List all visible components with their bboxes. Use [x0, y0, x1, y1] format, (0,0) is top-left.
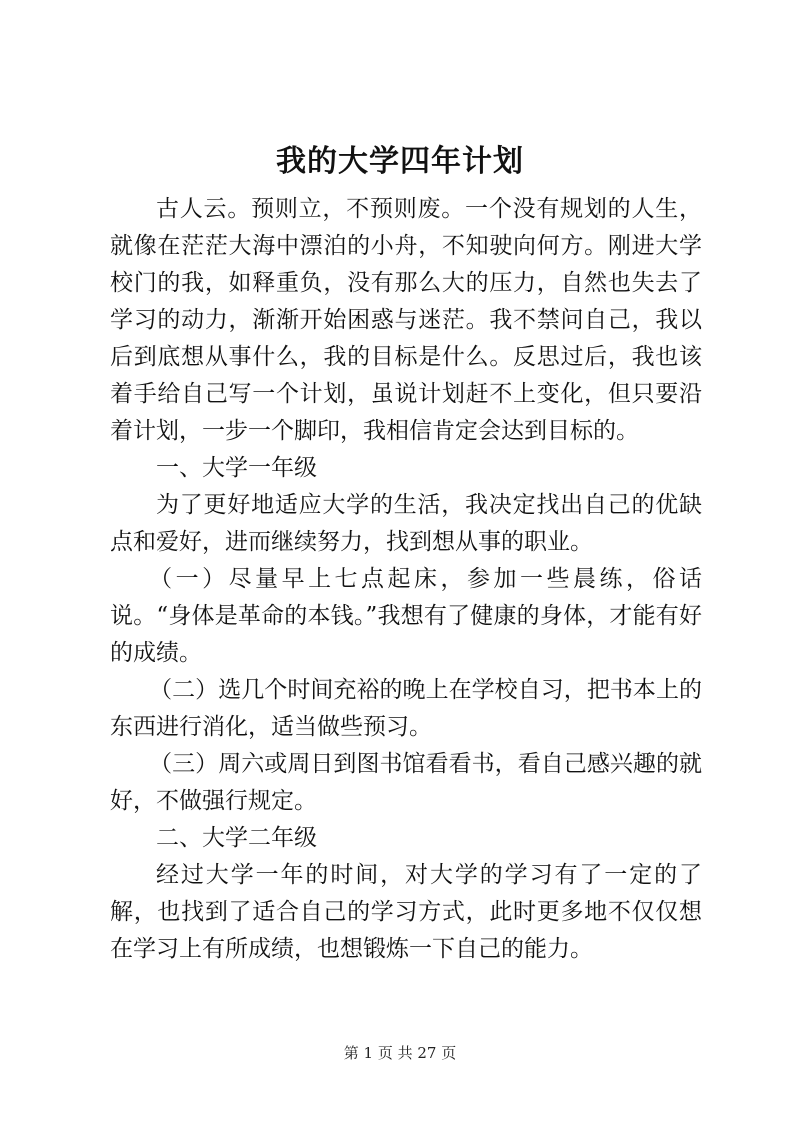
paragraph-item-2: （二）选几个时间充裕的晚上在学校自习，把书本上的东西进行消化，适当做些预习。: [110, 677, 702, 740]
page-number-footer: 第 1 页 共 27 页: [343, 1044, 457, 1062]
paragraph-item-1: （一）尽量早上七点起床，参加一些晨练，俗话说。“身体是革命的本钱。”我想有了健康的身体，才能有好的成绩。: [110, 566, 702, 666]
heading-year-one: 一、大学一年级: [156, 455, 317, 481]
paragraph-year-two: 经过大学一年的时间，对大学的学习有了一定的了解，也找到了适合自己的学习方式，此时更多地不仅仅想在学习上有所成绩，也想锻炼一下自己的能力。: [110, 862, 702, 962]
document-body: [110, 191, 702, 968]
paragraph-intro: 古人云。预则立，不预则废。一个没有规划的人生，就像在茫茫大海中漂泊的小舟，不知驶向何方。刚进大学校门的我，如释重负，没有那么大的压力，自然也失去了学习的动力，渐渐开始困惑与迷茫。我不禁问自己，我以后到底想从事什么，我的目标是什么。反思过后，我也该着手给自己写一个计划，虽说计划赶不上变化，但只要沿着计划，一步一个脚印，我相信肯定会达到目标的。: [110, 196, 702, 444]
document-title: 我的大学四年计划: [276, 144, 524, 179]
paragraph-year-one-goal: 为了更好地适应大学的生活，我决定找出自己的优缺点和爱好，进而继续努力，找到想从事的职业。: [110, 492, 702, 555]
heading-year-two: 二、大学二年级: [156, 825, 317, 851]
paragraph-item-3: （三）周六或周日到图书馆看看书，看自己感兴趣的就好，不做强行规定。: [110, 751, 702, 814]
